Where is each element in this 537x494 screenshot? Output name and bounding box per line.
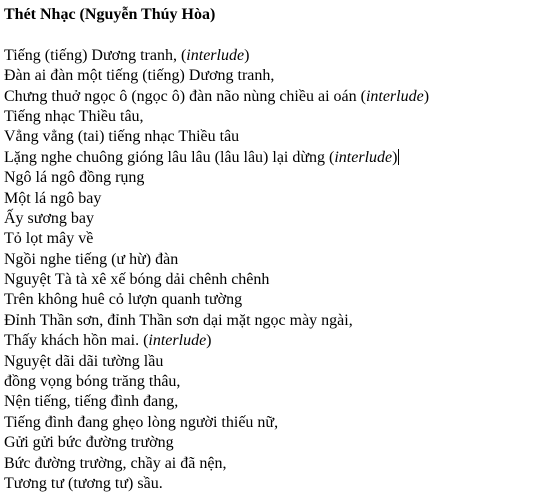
poem-line — [4, 107, 537, 127]
line-text: Tương tư (tương tư) sầu. — [4, 474, 163, 492]
poem-line — [4, 454, 537, 474]
poem-line — [4, 372, 537, 392]
line-text: Lặng nghe chuông gióng lâu lâu (lâu lâu) lại dừng ( — [4, 148, 335, 166]
line-text: Thấy khách hồn mai. ( — [4, 332, 149, 350]
poem-title: Thét Nhạc (Nguyễn Thúy Hòa) — [4, 6, 216, 23]
line-italic: interlude — [186, 46, 245, 64]
line-text: đồng vọng bóng trăng thâu, — [4, 373, 181, 391]
line-italic: interlude — [334, 148, 393, 166]
line-text: Nguyệt dãi dãi tường lầu — [4, 352, 164, 370]
poem-line — [4, 66, 537, 86]
line-text: Trên không huê cỏ lượn quanh tường — [4, 291, 243, 309]
poem-line — [4, 311, 537, 331]
poem-line — [4, 127, 537, 147]
poem-line — [4, 331, 537, 351]
poem-line — [4, 433, 537, 453]
line-text: Đỉnh Thần sơn, đỉnh Thần sơn dại mặt ngọc mày ngài, — [4, 311, 353, 329]
poem-line — [4, 189, 537, 209]
poem-line — [4, 270, 537, 290]
line-text: Ngô lá ngô đồng rụng — [4, 169, 145, 187]
poem-line — [4, 290, 537, 310]
poem-line — [4, 229, 537, 249]
poem-line — [4, 87, 537, 107]
line-text: Tiếng nhạc Thiều tâu, — [4, 107, 144, 125]
line-text: Bức đường trường, chầy ai đã nện, — [4, 454, 227, 472]
line-text: Ngồi nghe tiếng (ư hừ) đàn — [4, 250, 179, 268]
poem-line — [4, 168, 537, 188]
line-text: Tiếng đình đang ghẹo lòng người thiếu nữ, — [4, 413, 279, 431]
line-text: Nguyệt Tà tà xê xế bóng dải chênh chênh — [4, 271, 270, 289]
line-tail: ) — [244, 46, 250, 64]
line-tail: ) — [423, 87, 430, 105]
line-text: Vẳng vẳng (tai) tiếng nhạc Thiều tâu — [4, 128, 240, 146]
line-text: Một lá ngô bay — [4, 189, 102, 207]
line-tail: ) — [206, 332, 212, 350]
line-text: Chưng thuở ngọc ô (ngọc ô) đàn não nùng chiều ai oán ( — [4, 87, 366, 105]
line-text: Đàn ai đàn một tiếng (tiếng) Dương tranh, — [4, 67, 275, 85]
blank-line — [4, 25, 537, 45]
poem-body — [4, 46, 537, 494]
line-text: Tiếng (tiếng) Dương tranh, ( — [4, 46, 187, 64]
document — [4, 5, 537, 494]
poem-line — [4, 413, 537, 433]
poem-line — [4, 352, 537, 372]
line-text: Ấy sương bay — [4, 209, 95, 227]
poem-line — [4, 474, 537, 494]
text-cursor — [398, 149, 399, 165]
poem-line — [4, 46, 537, 66]
poem-line — [4, 250, 537, 270]
line-italic: interlude — [148, 332, 207, 350]
line-italic: interlude — [365, 87, 424, 105]
line-text: Tỏ lọt mây về — [4, 230, 94, 248]
line-text: Gửi gửi bức đường trường — [4, 434, 174, 452]
line-text: Nện tiếng, tiếng đình đang, — [4, 393, 179, 411]
line-tail: ) — [392, 148, 398, 166]
poem-line — [4, 209, 537, 229]
poem-line — [4, 392, 537, 412]
poem-line — [4, 148, 537, 168]
